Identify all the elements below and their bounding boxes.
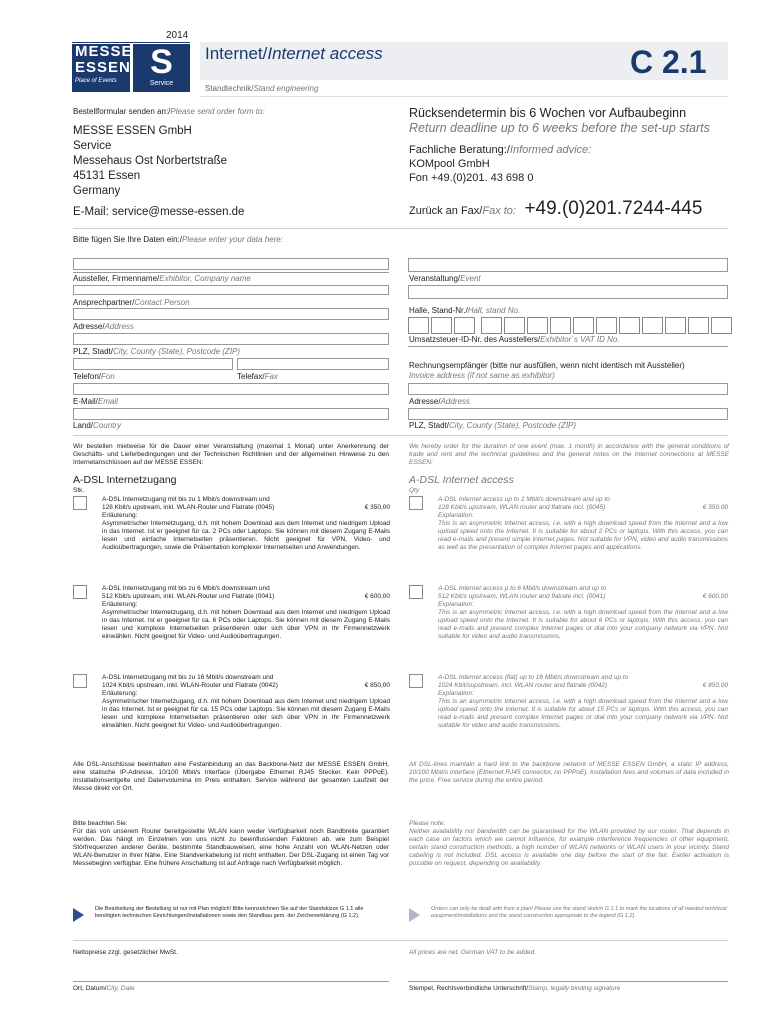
year: 2014 [166,30,189,41]
page-title: Internet/Internet access [205,44,383,63]
advice-phone: Fon +49.(0)201. 43 698 0 [409,172,534,184]
address-label: Adresse/Address [73,322,134,331]
place-date-line[interactable] [73,981,389,982]
signature-label: Stempel, Rechtsverbindliche Unterschrift/Stamp, legally binding signature [409,985,621,992]
invoice-city-input[interactable] [408,408,728,420]
plan-notice-de: Die Bearbeitung der Bestellung ist nur mit Plan möglich! Bitte kennzeichnen Sie auf der Standskizze G 1.1 alle benötigten technischen Einrichtungen/Installationen sowie den Standbau gem. der Zeichenerklärung (G 1.2). [95,906,364,919]
invoice-city-label: PLZ, Stadt/City, County (State), Postcode (ZIP) [409,421,577,430]
contact-input[interactable] [73,308,389,320]
email-input[interactable] [73,383,389,395]
invoice-address-label: Adresse/Address [409,397,470,406]
fax-line: Zurück an Fax/Fax to: +49.(0)201.7244-445 [409,198,703,219]
email-label: E-Mail/Email [73,397,118,406]
item-0045-en: A-DSL Internet access up to 1 Mbit/s downstream and up to 128 Kbit/s upstream, WLAN router and flatrate incl. (0045) € 350.00 Explanation: This is an asymmetric Internet access, i.e. with a high download speed from the Internet and a low upload speed onto the Internet. It is suitable for about 2 PCs or laptops. With this access, you can read e-mails and present simple Internet pages. Not suitable for VPN, video and audio transmissions as well as the presentation of complex Internet pages and applications. [438,496,728,551]
event-input[interactable] [408,258,728,272]
section-title-de: A-DSL Internetzugang [73,474,177,486]
deadline-de: Rücksendetermin bis 6 Wochen vor Aufbaubeginn [409,106,687,120]
hall-label: Halle, Stand-Nr./Hall, stand No. [409,306,521,315]
city-label: PLZ, Stadt/City, County (State), Postcode (ZIP) [73,347,241,356]
phone-label: Telefon/Fon [73,372,115,381]
qty-box-0045-de[interactable] [73,496,87,510]
form-intro: Bitte fügen Sie Ihre Daten ein:/Please enter your data here: [73,235,283,244]
form-number: C 2.1 [630,44,707,80]
signature-line[interactable] [408,981,728,982]
arrow-right-icon [73,908,84,922]
exhibitor-input[interactable] [73,285,389,295]
note-en: Please note: Neither availability nor bandwidth can be guaranteed for the WLAN provided by our router. That depends in each case on factors which we cannot influence, for example interference frequencies of other equipment, certain stand construction methods, a high number of WLAN networks or WLAN users in your vicinity. Stand cabeling is not included. DSL access is available one day before the start of the fair. Earlier activation is possible on request, depending on availability. [409,820,729,867]
event-label: Veranstaltung/Event [409,274,481,283]
qty-box-0041-de[interactable] [73,585,87,599]
qty-box-0042-en[interactable] [409,674,423,688]
item-0042-en: A-DSL Internet access (flat) up to 16 Mbit/s downstream and up to 1024 Kbit/supstream, incl. WLAN router and flatrate (0042) € 850.00 Explanation: This is an asymmetric Internet access, i.e. with a high download speed from the Internet and a low upload speed onto the Internet. It is suitable for about 15 PCs or laptops. With this access, you can read e-mails and present complex Internet pages or dial into your company network via VPN. Not suitable for video and audio transmissions. [438,674,728,729]
recipient-email[interactable]: E-Mail: service@messe-essen.de [73,206,245,218]
backbone-de: Alle DSL-Anschlüsse beeinhalten eine Festanbindung an das Backbone-Netz der MESSE ESSEN GmbH, eine statische IP-Adresse, 10/100 Mbit/s Interface (Übergabe Ethernet RJ45 Stecker. Kein PPPoE). Installationsentgelte und Datenvolumina im Preis enthalten. Service während der gesamten Laufzeit der Messe direkt vor Ort. [73,761,389,792]
vat-label: Umsatzsteuer-ID-Nr. des Ausstellers/Exhibitor`s VAT ID No. [409,335,620,344]
fax-label: Telefax/Fax [237,372,278,381]
subtitle: Standtechnik/Stand engineering [205,84,319,93]
qty-box-0045-en[interactable] [409,496,423,510]
item-0042-de: A-DSL Internetzugang mit bis zu 16 Mbit/s downstream und 1024 Kbit/s upstream, inkl. WLAN-Router und Flatrate (0042) € 850,00 Erläuterung: Asymmetrischer Internetzugang, d.h. mit hohem Download aus dem Internet und niedrigem Upload in das Internet. Ist er geeignet für ca. 15 PCs oder Laptops. Sie können mit diesem Zugang E-Mails lesen und komplexe Internetseiten präsentieren oder sich über VPN in Ihr Firmennetzwerk einwählen. Nicht geeignet für Video- und Audioübertragungen. [102,674,390,729]
qty-label-de: Stk. [73,487,85,494]
country-input[interactable] [73,408,389,420]
qty-label-en: Qty [409,487,420,494]
order-intro-en: We hereby order for the duration of one event (max. 1 month) in accordance with the general conditions of trade and rent and the technical guidelines and the general notes on the Internet connections at MESSE ESSEN: [409,443,729,466]
exhibitor-input-box[interactable] [73,258,389,270]
note-de: Bitte beachten Sie: Für das von unserem Router bereitgestellte WLAN kann weder Verfügbarkeit noch Bandbreite garantiert werden. Das hängt im Einzelnen von uns nicht zu beeinflussenden Faktoren ab, wie zum Beispiel Störfrequenzen anderer Geräte, bestimmte Standbauweisen, eine hohe Anzahl von WLAN-Netzen oder WLAN-Benutzer in Ihrer Nähe. Eine Standverkabelung ist nicht enthalten. Der DSL-Zugang ist einen Tag vor Messebeginn verfügbar. Eine frühere Anschaltung ist auf Anfrage nach Verfügbarkeit möglich. [73,820,389,867]
fax-input[interactable] [237,358,389,370]
exhibitor-label: Aussteller, Firmenname/Exhibitor, Company name [73,274,251,283]
place-date-label: Ort, Datum/City, Date [73,985,135,992]
qty-box-0042-de[interactable] [73,674,87,688]
advice-company: KOMpool GmbH [409,158,490,170]
send-to-label: Bestellformular senden an:/Please send order form to: [73,107,265,116]
contact-label: Ansprechpartner/Contact Person [73,298,190,307]
item-0041-de: A-DSL Internetzugang mit bis zu 6 Mbit/s downstream und 512 Kbit/s upstream, inkl. WLAN-Router und Flatrate (0041) € 600,00 Erläuterung: Asymmetrischer Internetzugang, d.h. mit hohem Download aus dem Internet und niedrigem Upload in das Internet. Ist er geeignet für ca. 6 PCs oder Laptops. Sie können mit diesem Zugang E-Mails lesen und komplexe Internetseiten präsentieren oder sich über VPN in Ihr Firmennetzwerk einwählen. Nicht geeignet für Video- und Audioübertragungen. [102,585,390,640]
recipient-address: MESSE ESSEN GmbH Service Messehaus Ost Norbertstraße 45131 Essen Germany [73,125,228,197]
section-title-en: A-DSL Internet access [409,474,514,486]
advice-block: Fachliche Beratung:/Informed advice: KOMpool GmbH Fon +49.(0)201. 43 698 0 [409,144,592,184]
messe-essen-logo: MESSE ESSEN Place of Events [72,44,130,92]
invoice-label: Rechnungsempfänger (bitte nur ausfüllen, wenn nicht identisch mit Aussteller) Invoice address (if not same as exhibitor) [409,361,685,380]
header [0,0,770,100]
phone-input[interactable] [73,358,233,370]
fax-number: +49.(0)201.7244-445 [524,198,703,219]
arrow-right-icon-en [409,908,420,922]
backbone-en: All DSL-lines maintain a hard link to the backbone network of MESSE ESSEN GmbH, a static IP address, 10/100 Mbit/s interface (Ethernet RJ45 connector, no PPPoE). Installation fees and volumes of data included in the price. Free service during the entire period. [409,761,729,784]
invoice-input[interactable] [408,383,728,395]
item-0045-de: A-DSL Internetzugang mit bis zu 1 Mbit/s downstream und 128 Kbit/s upstream, inkl. WLAN-Router und Flatrate (0045) € 350,00 Erläuterung: Asymmetrischer Internetzugang, d.h. mit hohem Download aus dem Internet und niedrigem Upload in das Internet. Ist er geeignet für ca. 2 PCs oder Laptops. Sie können mit diesem Zugang E-Mails lesen und einfache Internetseiten präsentieren. Nicht geeignet für VPN, Video- und Audioübertragungen, sowie die Präsentation komplexer Internetseiten und Anwendungen. [102,496,390,551]
net-prices-en: All prices are net. German VAT to be added. [409,949,537,956]
item-0041-en: A-DSL Internet access p to 6 Mbit/s downstream and up to 512 Kbit/s upstream, WLAN router and flatrate incl. (0041) € 600.00 Explanation: This is an asymmetric Internet access, i.e. with a high download speed from the Internet and a low upload speed onto the Internet. It is suitable for about 6 PCs or laptops. With this access, you can read e-mails and present complex Internet pages or dial into your company network via VPN. Not suitable for video and audio transmissions. [438,585,728,640]
order-intro-de: Wir bestellen mietweise für die Dauer einer Veranstaltung (maximal 1 Monat) unter Anerkennung der Geschäfts- und Lieferbedingungen und der Technischen Richtlinien und der allgemeinen Hinweise zu den Internetanschlüssen auf der MESSE ESSEN: [73,443,389,466]
hall-input[interactable] [408,285,728,299]
net-prices-de: Nettopreise zzgl. gesetzlicher MwSt. [73,949,178,956]
country-label: Land/Country [73,421,122,430]
qty-box-0041-en[interactable] [409,585,423,599]
address-input[interactable] [73,333,389,345]
plan-notice-en: Orders can only be dealt with from a plan! Please use the stand sketch G 1.1 to mark the locations of all needed technical equipment/installations and the stand construction appropriate to the legend (G 1.2). [431,906,727,919]
deadline-en: Return deadline up to 6 weeks before the set-up starts [409,121,710,135]
service-logo: S Service [133,44,190,92]
